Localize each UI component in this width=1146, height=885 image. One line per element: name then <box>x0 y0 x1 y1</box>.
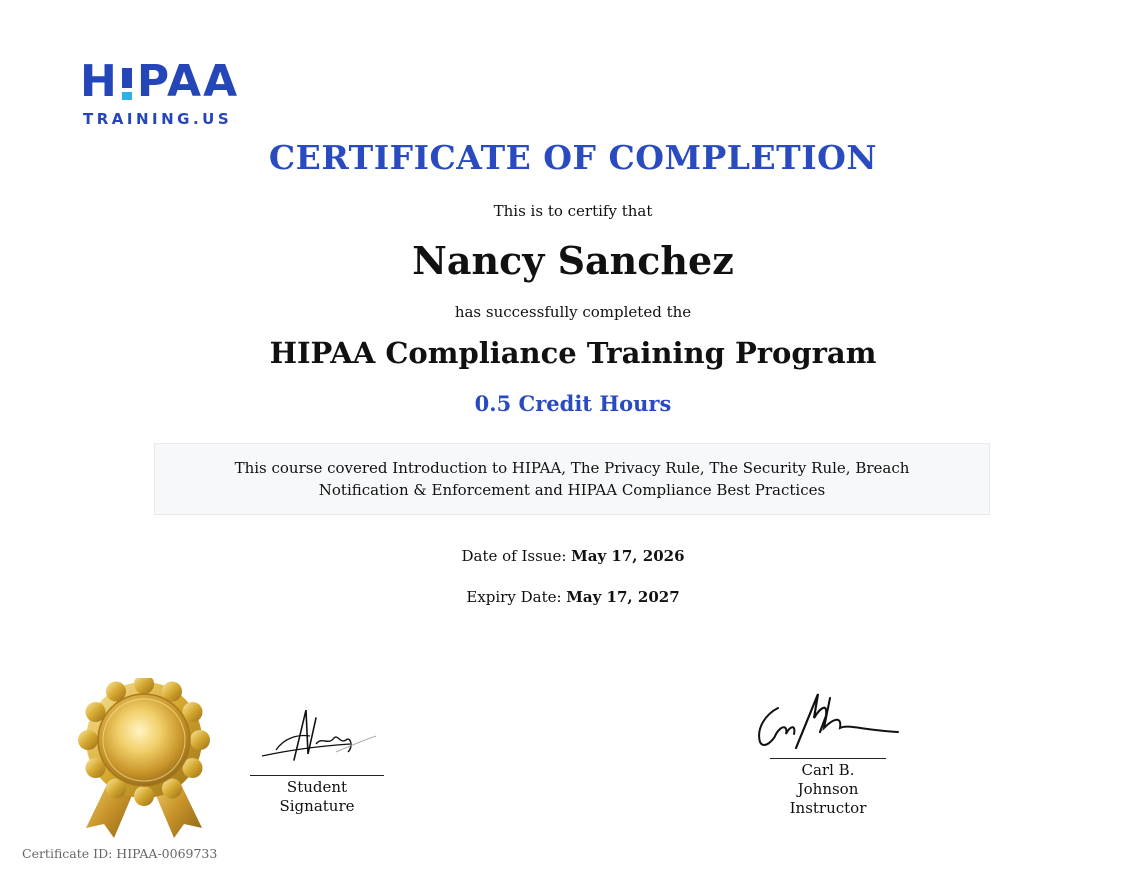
certify-text: This is to certify that <box>493 202 653 220</box>
expiry-date-line <box>0 588 1146 606</box>
certificate-id: Certificate ID: HIPAA-0069733 <box>22 846 218 861</box>
instructor-title: Instructor <box>789 799 867 817</box>
logo-subtitle: TRAINING.US <box>83 110 233 128</box>
issue-date-value: May 17, 2026 <box>571 547 685 565</box>
seal-disc <box>98 694 190 786</box>
logo-letter-h: H <box>80 56 119 107</box>
completed-text: has successfully completed the <box>454 303 692 321</box>
course-description: This course covered Introduction to HIPAA, The Privacy Rule, The Security Rule, Breach Notification & Enforcement and HIPAA Compliance Best Practices <box>234 459 910 499</box>
student-signature-image <box>250 700 384 775</box>
logo-i-mark <box>122 68 132 98</box>
instructor-signature-block <box>770 688 886 818</box>
gold-award-seal-icon <box>78 678 210 838</box>
instructor-signature-image <box>750 688 900 758</box>
issue-date-label: Date of Issue: <box>461 547 572 565</box>
instructor-name: Carl B. Johnson <box>770 758 886 799</box>
expiry-date-value: May 17, 2027 <box>566 588 680 606</box>
logo-letters-paa: PAA <box>136 56 240 107</box>
issue-date-line <box>0 547 1146 565</box>
certificate-title: CERTIFICATE OF COMPLETION <box>268 138 878 177</box>
expiry-date-label: Expiry Date: <box>466 588 567 606</box>
student-signature-label: Student Signature <box>250 775 384 816</box>
logo-wordmark <box>80 58 239 106</box>
credit-hours: 0.5 Credit Hours <box>474 391 672 416</box>
hipaa-training-logo <box>80 58 260 130</box>
course-name: HIPAA Compliance Training Program <box>269 336 877 370</box>
course-description-box <box>154 443 990 515</box>
recipient-name: Nancy Sanchez <box>412 238 734 283</box>
student-signature-block <box>250 700 384 816</box>
